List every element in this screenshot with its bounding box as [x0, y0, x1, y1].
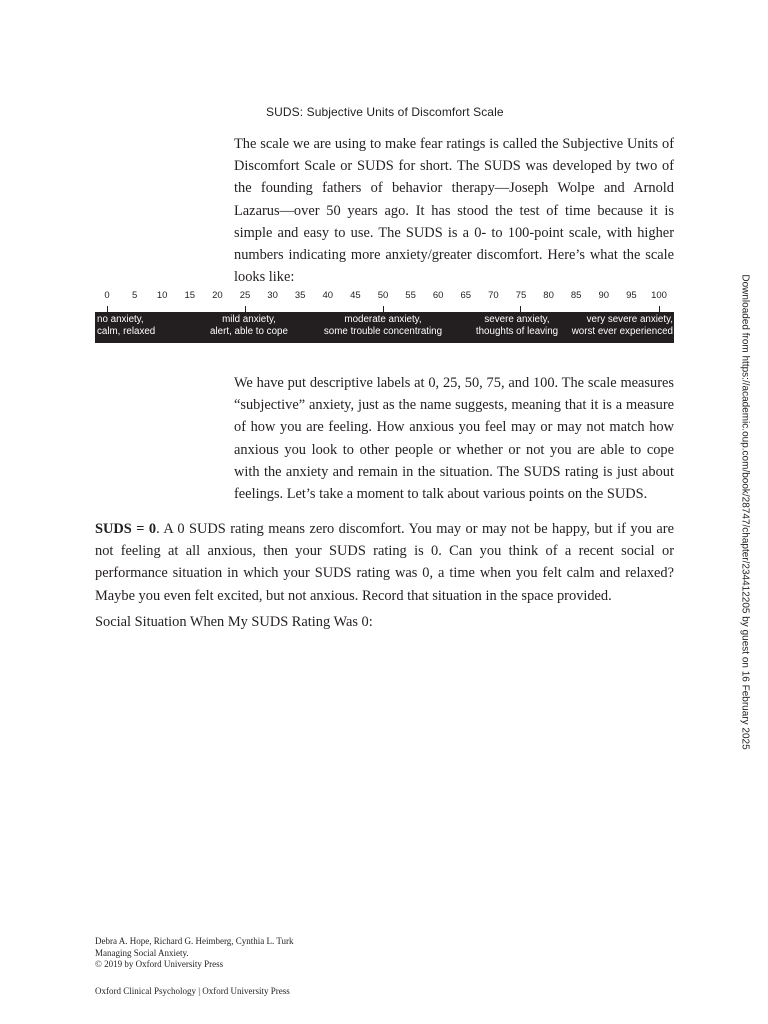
suds-zero-text: . A 0 SUDS rating means zero discomfort. You may or may not be happy, but if you are not feeling at all anxious, then your SUDS rating is 0. Can you think of a recent social or performance situation in which your SUDS rating was 0, a time when you felt calm and relaxed? Maybe you even felt excited, but not anxious. Record that situation in the space provided.	[95, 521, 674, 604]
situation-prompt: Social Situation When My SUDS Rating Was 0:	[95, 614, 373, 630]
scale-label-line2: alert, able to cope	[210, 326, 288, 337]
footer-series: Oxford Clinical Psychology | Oxford University Press	[95, 986, 290, 996]
scale-label-0	[97, 314, 155, 338]
scale-label-line1: mild anxiety,	[222, 314, 276, 325]
download-notice: Downloaded from https://academic.oup.com/book/28747/chapter/234412205 by guest on 16 February 2025	[739, 274, 751, 750]
footer-title: Managing Social Anxiety.	[95, 947, 189, 958]
scale-label-50	[313, 314, 453, 338]
scale-label-100	[554, 314, 673, 338]
scale-tick-label: 50	[377, 290, 389, 301]
scale-label-line2: thoughts of leaving	[475, 326, 559, 337]
suds-zero-heading: SUDS = 0	[95, 521, 157, 537]
scale-tick-label: 90	[598, 290, 610, 301]
footer-copyright: © 2019 by Oxford University Press	[95, 959, 224, 969]
scale-tick-label: 20	[212, 290, 223, 301]
scale-tick-label: 40	[322, 290, 334, 301]
scale-label-line1: moderate anxiety,	[344, 314, 422, 325]
scale-tick-mark-25	[245, 306, 246, 313]
scale-tick-label: 85	[570, 290, 582, 301]
scale-label-75	[467, 314, 567, 338]
scale-tick-mark-75	[520, 306, 521, 313]
scale-tick-mark-0	[107, 306, 108, 313]
scale-tick-mark-50	[383, 306, 384, 313]
scale-label-line1: no anxiety,	[97, 314, 144, 325]
scale-label-25	[199, 314, 299, 338]
footer-authors: Debra A. Hope, Richard G. Heimberg, Cynthia L. Turk	[95, 936, 294, 946]
scale-tick-label: 80	[543, 290, 554, 301]
footer-citation	[95, 936, 294, 971]
scale-tick-label: 0	[104, 290, 110, 301]
scale-tick-label: 55	[405, 290, 416, 301]
scale-tick-label: 25	[239, 290, 251, 301]
scale-label-line1: severe anxiety,	[484, 314, 550, 325]
scale-tick-label: 75	[515, 290, 527, 301]
scale-tick-label: 30	[267, 290, 278, 301]
scale-label-line1: very severe anxiety,	[586, 314, 673, 325]
scale-tick-label: 95	[626, 290, 637, 301]
description-paragraph: We have put descriptive labels at 0, 25, 50, 75, and 100. The scale measures “subjective” anxiety, just as the name suggests, meaning that it is a measure of how you are feeling. How anxious you feel may or may not match how anxious you look to other people or whether or not you are able to cope with the anxiety and remain in the situation. The SUDS rating is just about feelings. Let’s take a moment to talk about various points on the SUDS.	[234, 375, 674, 503]
scale-label-line2: worst ever experienced	[571, 326, 673, 337]
scale-tick-label: 65	[460, 290, 472, 301]
scale-tick-label: 35	[294, 290, 306, 301]
scale-label-line2: some trouble concentrating	[323, 326, 443, 337]
intro-paragraph: The scale we are using to make fear ratings is called the Subjective Units of Discomfort Scale or SUDS for short. The SUDS was developed by two of the founding fathers of behavior therapy—Joseph Wolpe and Arnold Lazarus—over 50 years ago. It has stood the test of time because it is simple and easy to use. The SUDS is a 0- to 100-point scale, with higher numbers indicating more anxiety/greater discomfort. Here’s what the scale looks like:	[234, 136, 674, 286]
scale-tick-label: 15	[184, 290, 196, 301]
figure-caption: SUDS: Subjective Units of Discomfort Scale	[266, 105, 504, 119]
scale-tick-label: 60	[432, 290, 444, 301]
suds-zero-paragraph	[95, 518, 674, 607]
scale-tick-label: 5	[131, 290, 138, 301]
scale-label-line2: calm, relaxed	[97, 326, 156, 337]
scale-tick-label: 100	[651, 290, 667, 301]
suds-scale	[95, 290, 674, 344]
scale-tick-label: 45	[350, 290, 361, 301]
scale-tick-label: 70	[488, 290, 499, 301]
scale-tick-label: 10	[156, 290, 168, 301]
scale-tick-mark-100	[659, 306, 660, 313]
